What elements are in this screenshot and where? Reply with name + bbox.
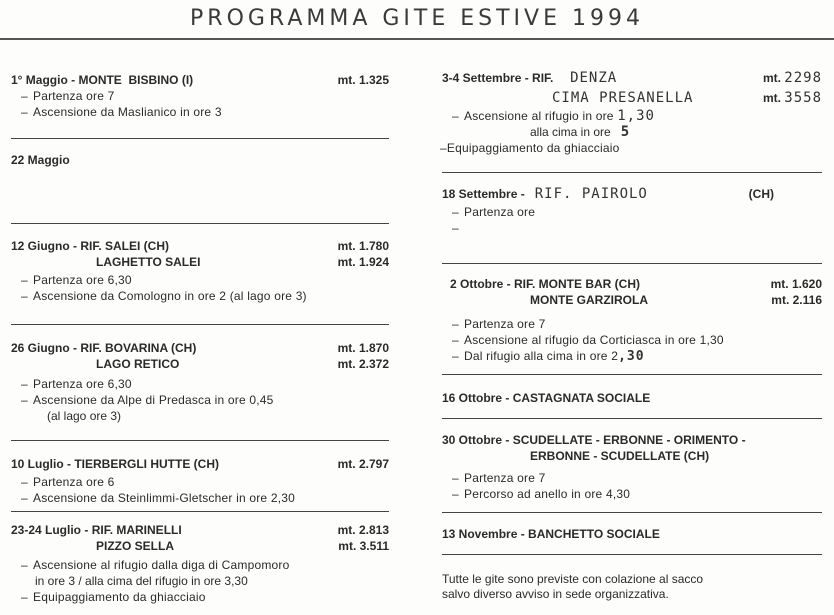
altitude: mt. 1.870 (337, 341, 389, 355)
altitude: mt. 1.924 (337, 255, 389, 269)
trip-detail: – Percorso ad anello in ore 4,30 (452, 487, 631, 501)
handwritten-note: CIMA PRESANELLA (552, 90, 694, 106)
trip-detail-continued: (al lago ore 3) (47, 409, 122, 423)
trip-heading: 10 Luglio - TIERBERGLI HUTTE (CH) (11, 457, 219, 471)
trip-entry (11, 340, 389, 424)
trip-entry (442, 276, 822, 365)
divider (11, 324, 389, 325)
trip-detail: – Partenza ore 6,30 (21, 273, 132, 287)
altitude: mt. 2.813 (337, 523, 389, 537)
trip-detail: – Ascensione da Alpe di Predasca in ore 0,45 (21, 393, 274, 407)
trip-detail-continued: alla cima in ore 5 (530, 124, 631, 140)
trip-detail: – Partenza ore 6 (21, 475, 115, 489)
divider (11, 138, 389, 139)
trip-subheading: LAGHETTO SALEI (96, 255, 201, 269)
trip-detail: – Partenza ore 7 (452, 317, 546, 331)
page-title: PROGRAMMA GITE ESTIVE 1994 (190, 6, 644, 31)
trip-heading: 16 Ottobre - CASTAGNATA SOCIALE (442, 391, 651, 405)
trip-entry (11, 238, 389, 304)
altitude: mt. 2.116 (771, 293, 822, 307)
trip-entry (442, 184, 822, 236)
handwritten-note: RIF. PAIROLO (534, 186, 648, 202)
country-code: (CH) (748, 187, 774, 201)
trip-detail: – Partenza ore (452, 205, 536, 219)
trip-detail: – Partenza ore 7 (21, 89, 115, 103)
trip-detail: – Dal rifugio alla cima in ore 2,30 (452, 349, 645, 364)
handwritten-note: 1,30 (617, 108, 655, 124)
title-divider (0, 38, 834, 40)
divider (442, 374, 822, 375)
altitude: mt. 1.620 (770, 277, 822, 291)
trip-entry (11, 522, 389, 605)
trip-entry (442, 68, 822, 156)
trip-detail: – Ascensione al rifugio in ore 1,30 (452, 108, 655, 124)
trip-detail: – (452, 221, 459, 235)
trip-subheading: PIZZO SELLA (96, 539, 174, 553)
trip-entry (442, 432, 822, 502)
footer-note: Tutte le gite sono previste con colazione al sacco salvo diverso avviso in sede organizzativa. (442, 572, 704, 601)
handwritten-note: DENZA (570, 70, 618, 86)
trip-heading: 1° Maggio - MONTE BISBINO (I) (11, 73, 194, 87)
trip-entry (11, 456, 389, 506)
handwritten-note: 5 (620, 124, 631, 140)
trip-entry (442, 390, 822, 406)
trip-subheading: LAGO RETICO (96, 357, 180, 371)
trip-detail: – Partenza ore 6,30 (21, 377, 132, 391)
divider (11, 223, 389, 224)
trip-heading: 23-24 Luglio - RIF. MARINELLI (11, 523, 182, 537)
trip-heading: 26 Giugno - RIF. BOVARINA (CH) (11, 341, 197, 355)
trip-subheading: MONTE GARZIROLA (530, 293, 648, 307)
trip-heading: 2 Ottobre - RIF. MONTE BAR (CH) (450, 277, 641, 291)
trip-heading: 3-4 Settembre - RIF. DENZA (442, 70, 618, 86)
divider (11, 511, 389, 512)
trip-entry (11, 152, 389, 168)
altitude: mt. 2.372 (337, 357, 389, 371)
trip-entry (442, 526, 822, 542)
divider (442, 418, 822, 419)
altitude: mt. 2.797 (337, 457, 389, 471)
trip-detail: –Equipaggiamento da ghiacciaio (440, 141, 620, 155)
trip-detail: – Ascensione al rifugio da Corticiasca in ore 1,30 (452, 333, 724, 347)
trip-entry (11, 72, 389, 120)
trip-detail: – Ascensione da Maslianico in ore 3 (21, 105, 222, 119)
altitude: mt. 3.511 (338, 539, 389, 553)
trip-heading: 30 Ottobre - SCUDELLATE - ERBONNE - ORIMENTO - (442, 433, 746, 447)
trip-detail: – Ascensione da Comologno in ore 2 (al lago ore 3) (21, 289, 307, 303)
divider (442, 172, 822, 173)
trip-detail: – Equipaggiamento da ghiacciaio (21, 590, 206, 604)
trip-detail: – Ascensione al rifugio dalla diga di Campomoro (21, 558, 290, 572)
trip-detail-continued: in ore 3 / alla cima del rifugio in ore 3,30 (35, 574, 248, 588)
trip-heading: 12 Giugno - RIF. SALEI (CH) (11, 239, 170, 253)
trip-detail: – Partenza ore 7 (452, 471, 546, 485)
trip-detail: – Ascensione da Steinlimmi-Gletscher in ore 2,30 (21, 491, 295, 505)
trip-heading: 13 Novembre - BANCHETTO SOCIALE (442, 527, 660, 541)
altitude: mt. 2298 (762, 70, 822, 86)
divider (442, 554, 822, 555)
handwritten-note: ,30 (618, 349, 645, 364)
altitude: mt. 3558 (762, 90, 822, 106)
trip-heading: 18 Settembre - RIF. PAIROLO (442, 186, 648, 202)
divider (442, 263, 822, 264)
divider (11, 440, 389, 441)
trip-subheading: ERBONNE - SCUDELLATE (CH) (530, 449, 710, 463)
divider (442, 512, 822, 513)
altitude: mt. 1.780 (337, 239, 389, 253)
altitude: mt. 1.325 (337, 73, 389, 87)
trip-heading: 22 Maggio (11, 153, 70, 167)
